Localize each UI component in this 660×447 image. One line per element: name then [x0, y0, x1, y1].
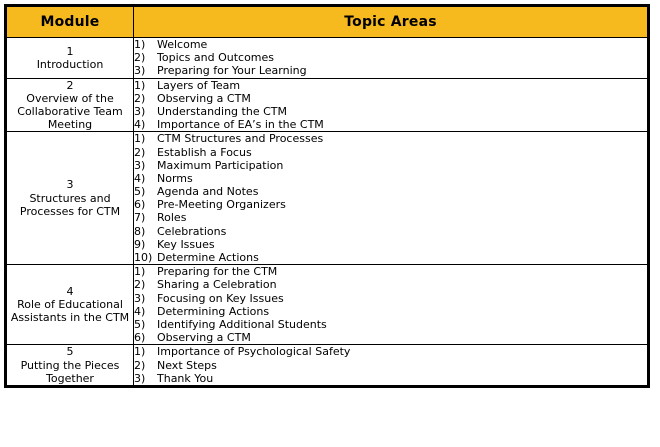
topic-label: Understanding the CTM — [157, 104, 287, 118]
topic-label: Observing a CTM — [157, 331, 251, 345]
topic-list — [134, 132, 647, 264]
module-number: 2 — [66, 78, 74, 92]
module-cell — [6, 38, 134, 79]
topic-label: Norms — [157, 171, 193, 185]
table-body — [6, 38, 649, 387]
topics-column-header: Topic Areas — [134, 6, 649, 38]
topic-item — [134, 305, 647, 318]
topic-number: 2) — [134, 91, 146, 105]
table-row — [6, 132, 649, 265]
module-topics-table — [4, 4, 650, 388]
table-row — [6, 38, 649, 79]
topic-label: Preparing for the CTM — [157, 265, 278, 279]
module-cell — [6, 132, 134, 265]
topic-item — [134, 318, 647, 331]
table-row — [6, 265, 649, 345]
topic-item — [134, 132, 647, 145]
topic-number: 3) — [134, 291, 146, 305]
topic-item — [134, 225, 647, 238]
topic-number: 5) — [134, 317, 146, 331]
topic-label: Importance of Psychological Safety — [157, 345, 351, 359]
topic-label: CTM Structures and Processes — [157, 132, 324, 146]
topic-item — [134, 38, 647, 51]
module-column-header: Module — [6, 6, 134, 38]
topic-item — [134, 79, 647, 92]
module-number: 4 — [66, 284, 74, 298]
topic-item — [134, 92, 647, 105]
topic-item — [134, 331, 647, 344]
topic-item — [134, 359, 647, 372]
module-cell — [6, 345, 134, 387]
topic-label: Key Issues — [157, 237, 215, 251]
topic-number: 2) — [134, 358, 146, 372]
topic-number: 8) — [134, 224, 146, 238]
topic-number: 6) — [134, 331, 146, 345]
topic-number: 1) — [134, 265, 146, 279]
module-number: 5 — [66, 345, 74, 359]
topic-number: 6) — [134, 198, 146, 212]
topic-number: 3) — [134, 371, 146, 385]
topic-label: Roles — [157, 211, 187, 225]
topic-number: 2) — [134, 145, 146, 159]
topic-item — [134, 251, 647, 264]
module-cell — [6, 265, 134, 345]
module-title: Putting the Pieces Together — [20, 358, 120, 385]
topic-item — [134, 265, 647, 278]
topic-number: 5) — [134, 185, 146, 199]
topic-item — [134, 159, 647, 172]
topic-list — [134, 345, 647, 385]
table-row — [6, 345, 649, 387]
topic-label: Celebrations — [157, 224, 227, 238]
module-number: 1 — [66, 44, 74, 58]
topic-list — [134, 265, 647, 344]
topic-item — [134, 238, 647, 251]
topics-cell — [134, 132, 649, 265]
topic-label: Agenda and Notes — [157, 185, 259, 199]
topic-number: 1) — [134, 345, 146, 359]
topic-number: 1) — [134, 38, 146, 51]
topic-list — [134, 79, 647, 132]
topic-label: Sharing a Celebration — [157, 278, 277, 292]
table-header — [6, 6, 649, 38]
topic-item — [134, 372, 647, 385]
header-row — [6, 6, 649, 38]
topic-label: Thank You — [157, 371, 214, 385]
table-row — [6, 78, 649, 132]
topic-item — [134, 105, 647, 118]
topic-item — [134, 172, 647, 185]
topic-number: 1) — [134, 132, 146, 146]
topic-item — [134, 278, 647, 291]
topic-item — [134, 118, 647, 131]
topic-number: 4) — [134, 304, 146, 318]
topic-item — [134, 211, 647, 224]
topic-label: Establish a Focus — [157, 145, 252, 159]
topic-item — [134, 292, 647, 305]
topic-item — [134, 345, 647, 358]
module-title: Overview of the Collaborative Team Meeting — [17, 91, 123, 132]
topic-label: Observing a CTM — [157, 91, 251, 105]
topic-number: 3) — [134, 158, 146, 172]
module-title: Role of Educational Assistants in the CTM — [10, 298, 130, 325]
topic-number: 2) — [134, 51, 146, 65]
topic-item — [134, 51, 647, 64]
topic-list — [134, 38, 647, 78]
topic-item — [134, 64, 647, 77]
topic-number: 10) — [134, 251, 153, 264]
topic-label: Welcome — [157, 38, 208, 51]
topic-number: 9) — [134, 237, 146, 251]
topic-label: Preparing for Your Learning — [157, 64, 307, 78]
topic-label: Determine Actions — [157, 251, 259, 264]
topics-cell — [134, 78, 649, 132]
module-number: 3 — [66, 178, 74, 192]
topic-label: Focusing on Key Issues — [157, 291, 284, 305]
topic-label: Identifying Additional Students — [157, 317, 327, 331]
topic-label: Pre-Meeting Organizers — [157, 198, 286, 212]
topic-label: Topics and Outcomes — [157, 51, 275, 65]
topic-item — [134, 185, 647, 198]
topic-number: 3) — [134, 64, 146, 78]
topic-label: Layers of Team — [157, 78, 241, 92]
topics-cell — [134, 345, 649, 387]
topics-cell — [134, 38, 649, 79]
topic-label: Next Steps — [157, 358, 217, 372]
topic-label: Importance of EA’s in the CTM — [157, 118, 324, 132]
topic-number: 1) — [134, 78, 146, 92]
topic-number: 7) — [134, 211, 146, 225]
module-title: Structures and Processes for CTM — [19, 191, 121, 218]
module-title: Introduction — [36, 57, 104, 71]
topic-number: 4) — [134, 118, 146, 132]
topic-number: 3) — [134, 104, 146, 118]
topic-number: 2) — [134, 278, 146, 292]
topic-item — [134, 146, 647, 159]
topic-item — [134, 198, 647, 211]
topic-label: Maximum Participation — [157, 158, 284, 172]
topics-cell — [134, 265, 649, 345]
module-cell — [6, 78, 134, 132]
topic-label: Determining Actions — [157, 304, 270, 318]
topic-number: 4) — [134, 171, 146, 185]
